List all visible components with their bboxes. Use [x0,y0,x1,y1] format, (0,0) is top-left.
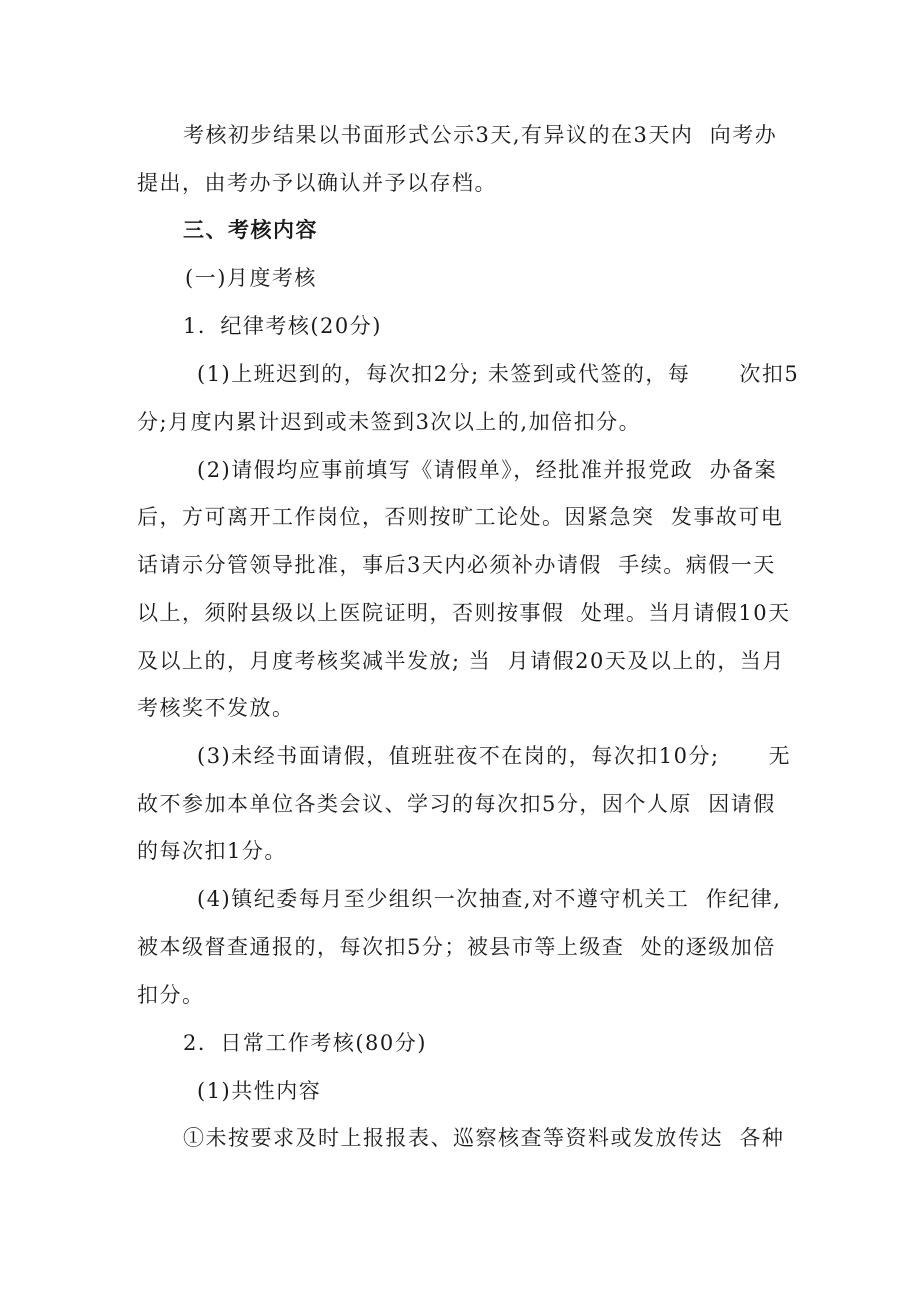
paragraph-line: 后，方可离开工作岗位，否则按旷工论处。因紧急突 发事故可电 [137,505,784,529]
paragraph-line: 被本级督查通报的，每次扣5分；被县市等上级查 处的逐级加倍 [137,935,776,959]
paragraph-line: 及以上的，月度考核奖减半发放; 当 月请假20天及以上的，当月 [137,649,785,673]
paragraph-line: 话请示分管领导批准，事后3天内必须补办请假 手续。病假一天 [137,553,776,577]
paragraph-line: 提出，由考办予以确认并予以存档。 [137,171,497,195]
subsection-heading: (一)月度考核 [185,266,317,290]
paragraph-line: (2)请假均应事前填写《请假单》，经批准并报党政 办备案 [197,458,778,482]
paragraph-line: ①未按要求及时上报报表、巡察核查等资料或发放传达 各种 [183,1126,785,1150]
section-heading: 三、考核内容 [183,218,318,242]
paragraph-line: 以上，须附县级以上医院证明，否则按事假 处理。当月请假10天 [137,601,791,625]
item-heading: 2．日常工作考核(80分) [183,1031,427,1055]
paragraph-line: (1)上班迟到的，每次扣2分; 未签到或代签的，每 次扣5 [197,362,800,386]
paragraph-line: (4)镇纪委每月至少组织一次抽查,对不遵守机关工 作纪律, [197,887,782,911]
subitem-heading: (1)共性内容 [197,1079,322,1103]
paragraph-line: 考核初步结果以书面形式公示3天,有异议的在3天内 向考办 [183,123,778,147]
paragraph-line: (3)未经书面请假，值班驻夜不在岗的，每次扣10分; 无 [197,744,792,768]
paragraph-line: 故不参加本单位各类会议、学习的每次扣5分，因个人原 因请假 [137,792,776,816]
item-heading: 1．纪律考核(20分) [183,314,382,338]
paragraph-line: 考核奖不发放。 [137,696,295,720]
paragraph-line: 扣分。 [137,983,205,1007]
paragraph-line: 分;月度内累计迟到或未签到3次以上的,加倍扣分。 [137,410,642,434]
paragraph-line: 的每次扣1分。 [137,839,287,863]
